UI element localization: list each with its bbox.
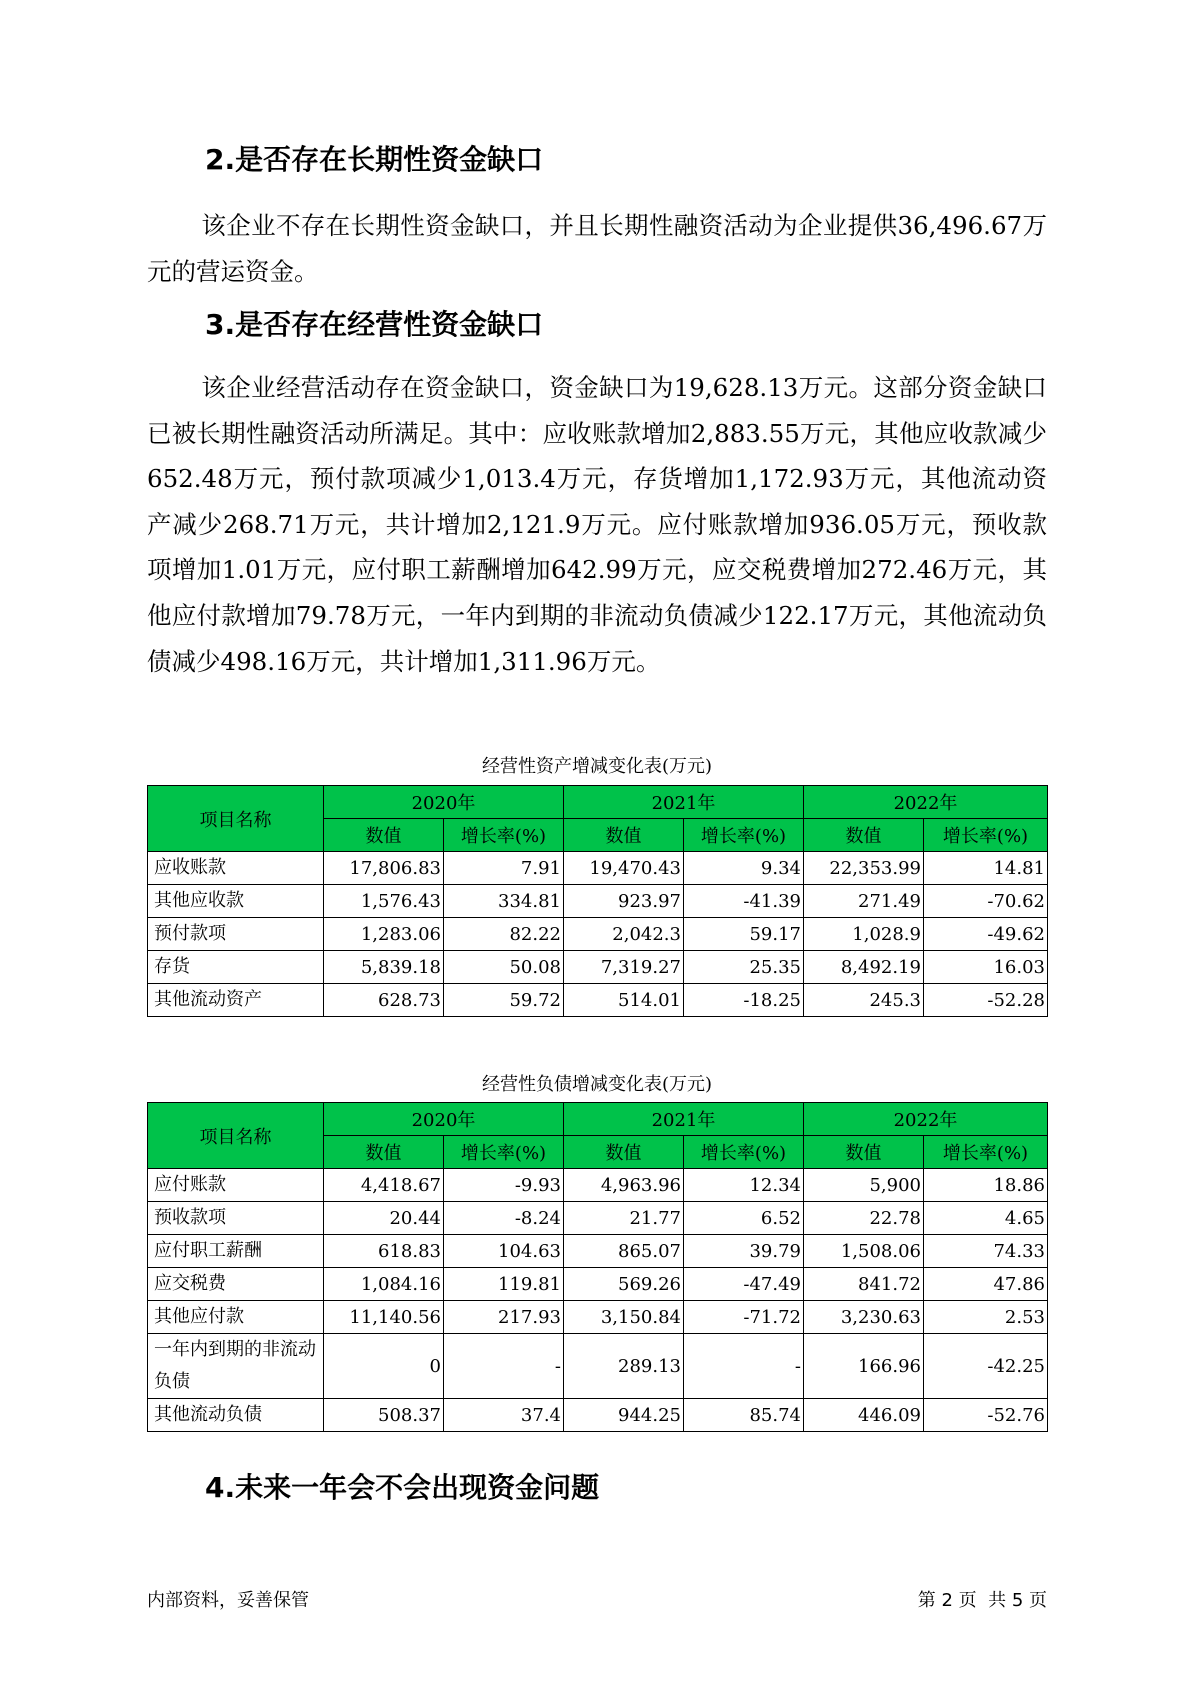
section-heading-4: 4.未来一年会不会出现资金问题: [205, 1471, 600, 1504]
value-cell: 514.01: [564, 984, 684, 1017]
sub-rate-header: 增长率(%): [924, 819, 1048, 852]
row-label: 其他应收款: [148, 885, 324, 918]
value-cell: 4,418.67: [324, 1169, 444, 1202]
rate-cell: 334.81: [444, 885, 564, 918]
rate-cell: 25.35: [684, 951, 804, 984]
rate-cell: 12.34: [684, 1169, 804, 1202]
value-cell: 1,084.16: [324, 1268, 444, 1301]
year-2021-header: 2021年: [564, 1103, 804, 1136]
value-cell: 21.77: [564, 1202, 684, 1235]
sub-rate-header: 增长率(%): [924, 1136, 1048, 1169]
rate-cell: 39.79: [684, 1235, 804, 1268]
sub-value-header: 数值: [804, 1136, 924, 1169]
value-cell: 628.73: [324, 984, 444, 1017]
value-cell: 5,839.18: [324, 951, 444, 984]
rate-cell: -71.72: [684, 1301, 804, 1334]
value-cell: 569.26: [564, 1268, 684, 1301]
row-label: 应付职工薪酬: [148, 1235, 324, 1268]
sub-rate-header: 增长率(%): [444, 819, 564, 852]
col-item-name: 项目名称: [148, 786, 324, 852]
rate-cell: 119.81: [444, 1268, 564, 1301]
operating-liabilities-table: [147, 1102, 1048, 1432]
year-2020-header: 2020年: [324, 1103, 564, 1136]
value-cell: 289.13: [564, 1334, 684, 1399]
value-cell: 1,576.43: [324, 885, 444, 918]
table-row: [148, 885, 1048, 918]
paragraph-text: 该企业经营活动存在资金缺口，资金缺口为19,628.13万元。这部分资金缺口已被长期性融资活动所满足。其中：应收账款增加2,883.55万元，其他应收款减少652.48万元，预付款项减少1,013.4万元，存货增加1,172.93万元，其他流动资产减少268.71万元，共计增加2,121.9万元。应付账款增加936.05万元，预收款项增加1.01万元，应付职工薪酬增加642.99万元，应交税费增加272.46万元，其他应付款增加79.78万元，一年内到期的非流动负债减少122.17万元，其他流动负债减少498.16万元，共计增加1,311.96万元。: [147, 373, 1047, 676]
rate-cell: -41.39: [684, 885, 804, 918]
value-cell: 3,230.63: [804, 1301, 924, 1334]
year-2020-header: 2020年: [324, 786, 564, 819]
table-row: [148, 1202, 1048, 1235]
rate-cell: 217.93: [444, 1301, 564, 1334]
rate-cell: 74.33: [924, 1235, 1048, 1268]
rate-cell: 59.72: [444, 984, 564, 1017]
table-row: [148, 1399, 1048, 1432]
value-cell: 11,140.56: [324, 1301, 444, 1334]
year-2022-header: 2022年: [804, 1103, 1048, 1136]
row-label: 应收账款: [148, 852, 324, 885]
col-item-name: 项目名称: [148, 1103, 324, 1169]
value-cell: 19,470.43: [564, 852, 684, 885]
row-label: 其他流动资产: [148, 984, 324, 1017]
rate-cell: -70.62: [924, 885, 1048, 918]
value-cell: 508.37: [324, 1399, 444, 1432]
table-row: [148, 852, 1048, 885]
table-row: [148, 1169, 1048, 1202]
rate-cell: 16.03: [924, 951, 1048, 984]
table-row: [148, 918, 1048, 951]
table-row: [148, 1235, 1048, 1268]
table-row: [148, 951, 1048, 984]
rate-cell: -8.24: [444, 1202, 564, 1235]
sub-rate-header: 增长率(%): [684, 1136, 804, 1169]
value-cell: 446.09: [804, 1399, 924, 1432]
value-cell: 22.78: [804, 1202, 924, 1235]
rate-cell: -18.25: [684, 984, 804, 1017]
row-label: 预收款项: [148, 1202, 324, 1235]
rate-cell: 37.4: [444, 1399, 564, 1432]
section-paragraph-2: [147, 203, 1047, 294]
table-row: [148, 1301, 1048, 1334]
table-row: [148, 1334, 1048, 1399]
rate-cell: 18.86: [924, 1169, 1048, 1202]
value-cell: 0: [324, 1334, 444, 1399]
year-2022-header: 2022年: [804, 786, 1048, 819]
table1-caption: 经营性资产增减变化表(万元): [481, 756, 713, 777]
rate-cell: -49.62: [924, 918, 1048, 951]
row-label: 应交税费: [148, 1268, 324, 1301]
value-cell: 5,900: [804, 1169, 924, 1202]
rate-cell: 2.53: [924, 1301, 1048, 1334]
table-row: [148, 1268, 1048, 1301]
value-cell: 271.49: [804, 885, 924, 918]
rate-cell: 104.63: [444, 1235, 564, 1268]
rate-cell: 85.74: [684, 1399, 804, 1432]
paragraph-text: 该企业不存在长期性资金缺口，并且长期性融资活动为企业提供36,496.67万元的营运资金。: [147, 211, 1047, 286]
sub-value-header: 数值: [324, 1136, 444, 1169]
rate-cell: -: [684, 1334, 804, 1399]
rate-cell: -9.93: [444, 1169, 564, 1202]
value-cell: 944.25: [564, 1399, 684, 1432]
sub-rate-header: 增长率(%): [444, 1136, 564, 1169]
row-label: 应付账款: [148, 1169, 324, 1202]
rate-cell: -42.25: [924, 1334, 1048, 1399]
rate-cell: 7.91: [444, 852, 564, 885]
rate-cell: 14.81: [924, 852, 1048, 885]
value-cell: 923.97: [564, 885, 684, 918]
rate-cell: 47.86: [924, 1268, 1048, 1301]
section-paragraph-3: [147, 365, 1047, 684]
value-cell: 1,028.9: [804, 918, 924, 951]
table-row: [148, 984, 1048, 1017]
rate-cell: 82.22: [444, 918, 564, 951]
section-heading-2: 2.是否存在长期性资金缺口: [205, 143, 544, 176]
value-cell: 17,806.83: [324, 852, 444, 885]
rate-cell: 4.65: [924, 1202, 1048, 1235]
row-label: 其他流动负债: [148, 1399, 324, 1432]
value-cell: 4,963.96: [564, 1169, 684, 1202]
row-label: 一年内到期的非流动负债: [148, 1334, 324, 1399]
operating-assets-table: [147, 785, 1048, 1017]
value-cell: 841.72: [804, 1268, 924, 1301]
value-cell: 22,353.99: [804, 852, 924, 885]
year-2021-header: 2021年: [564, 786, 804, 819]
row-label: 存货: [148, 951, 324, 984]
rate-cell: 59.17: [684, 918, 804, 951]
value-cell: 1,508.06: [804, 1235, 924, 1268]
rate-cell: 6.52: [684, 1202, 804, 1235]
section-heading-3: 3.是否存在经营性资金缺口: [205, 308, 544, 341]
value-cell: 8,492.19: [804, 951, 924, 984]
rate-cell: -47.49: [684, 1268, 804, 1301]
confidential-notice: 内部资料，妥善保管: [147, 1590, 309, 1611]
value-cell: 7,319.27: [564, 951, 684, 984]
row-label: 预付款项: [148, 918, 324, 951]
sub-value-header: 数值: [564, 1136, 684, 1169]
sub-value-header: 数值: [564, 819, 684, 852]
rate-cell: -: [444, 1334, 564, 1399]
page-number: 第 2 页 共 5 页: [917, 1590, 1047, 1611]
table2-caption: 经营性负债增减变化表(万元): [481, 1074, 713, 1095]
rate-cell: -52.76: [924, 1399, 1048, 1432]
row-label: 其他应付款: [148, 1301, 324, 1334]
sub-rate-header: 增长率(%): [684, 819, 804, 852]
value-cell: 1,283.06: [324, 918, 444, 951]
value-cell: 865.07: [564, 1235, 684, 1268]
rate-cell: -52.28: [924, 984, 1048, 1017]
value-cell: 245.3: [804, 984, 924, 1017]
rate-cell: 9.34: [684, 852, 804, 885]
sub-value-header: 数值: [324, 819, 444, 852]
sub-value-header: 数值: [804, 819, 924, 852]
value-cell: 3,150.84: [564, 1301, 684, 1334]
value-cell: 2,042.3: [564, 918, 684, 951]
value-cell: 20.44: [324, 1202, 444, 1235]
value-cell: 618.83: [324, 1235, 444, 1268]
value-cell: 166.96: [804, 1334, 924, 1399]
rate-cell: 50.08: [444, 951, 564, 984]
